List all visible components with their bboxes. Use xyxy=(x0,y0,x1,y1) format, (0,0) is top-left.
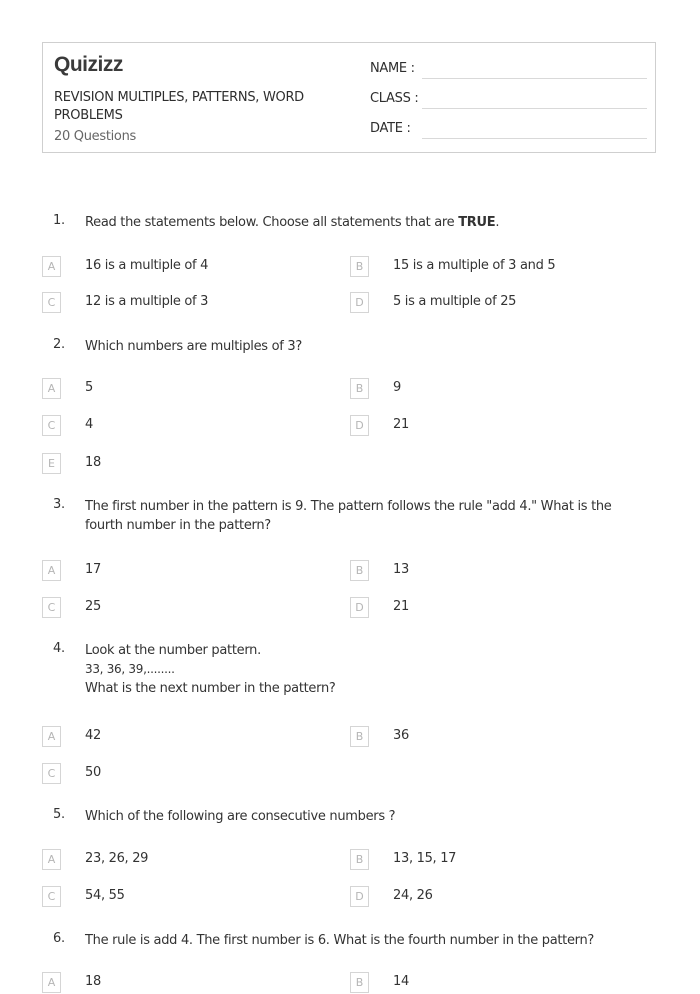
question-6-option-b[interactable] xyxy=(350,972,640,994)
date-field[interactable] xyxy=(370,121,647,141)
class-label: CLASS : xyxy=(370,91,419,106)
option-letter: D xyxy=(350,415,369,436)
question-2-option-e[interactable] xyxy=(42,453,332,475)
question-4-option-a[interactable] xyxy=(42,726,332,748)
question-2-option-a[interactable] xyxy=(42,378,332,400)
option-text: 50 xyxy=(85,765,101,780)
date-label: DATE : xyxy=(370,121,411,136)
question-1-text xyxy=(85,213,650,232)
option-letter: A xyxy=(42,378,61,399)
question-2-option-d[interactable] xyxy=(350,415,640,437)
question-1-option-d[interactable] xyxy=(350,292,640,314)
question-1-text-before: Read the statements below. Choose all statements that are xyxy=(85,215,459,230)
option-text: 17 xyxy=(85,562,101,577)
option-letter: C xyxy=(42,597,61,618)
question-1-option-b[interactable] xyxy=(350,256,640,278)
option-letter: B xyxy=(350,560,369,581)
question-count: 20 Questions xyxy=(54,129,136,144)
date-line[interactable] xyxy=(422,138,647,139)
option-text: 12 is a multiple of 3 xyxy=(85,294,209,309)
question-4-line-3: What is the next number in the pattern? xyxy=(85,681,336,696)
question-3-text: The first number in the pattern is 9. The pattern follows the rule "add 4." What is the fourth number in the pattern? xyxy=(85,499,612,533)
option-letter: B xyxy=(350,726,369,747)
option-letter: C xyxy=(42,415,61,436)
option-letter: A xyxy=(42,849,61,870)
option-text: 18 xyxy=(85,974,101,989)
option-letter: E xyxy=(42,453,61,474)
option-text: 15 is a multiple of 3 and 5 xyxy=(393,258,556,273)
option-text: 13, 15, 17 xyxy=(393,851,457,866)
option-letter: B xyxy=(350,972,369,993)
option-text: 36 xyxy=(393,728,409,743)
option-text: 25 xyxy=(85,599,101,614)
worksheet-title: REVISION MULTIPLES, PATTERNS, WORD PROBLEMS xyxy=(54,90,304,123)
option-letter: B xyxy=(350,378,369,399)
question-2-option-b[interactable] xyxy=(350,378,640,400)
question-2-number: 2. xyxy=(53,337,65,352)
question-1-option-c[interactable] xyxy=(42,292,332,314)
option-text: 21 xyxy=(393,417,409,432)
question-6-number: 6. xyxy=(53,931,65,946)
worksheet-header xyxy=(42,42,656,153)
option-text: 21 xyxy=(393,599,409,614)
question-6-text: The rule is add 4. The first number is 6. What is the fourth number in the pattern? xyxy=(85,933,595,948)
option-text: 13 xyxy=(393,562,409,577)
class-field[interactable] xyxy=(370,91,647,111)
option-text: 23, 26, 29 xyxy=(85,851,149,866)
option-letter: B xyxy=(350,256,369,277)
question-3-option-a[interactable] xyxy=(42,560,332,582)
name-line[interactable] xyxy=(422,78,647,79)
option-letter: A xyxy=(42,726,61,747)
option-letter: C xyxy=(42,886,61,907)
question-2-text: Which numbers are multiples of 3? xyxy=(85,339,302,354)
option-text: 16 is a multiple of 4 xyxy=(85,258,209,273)
question-1-text-after: . xyxy=(495,215,500,230)
question-5-option-d[interactable] xyxy=(350,886,640,908)
question-5-text: Which of the following are consecutive numbers ? xyxy=(85,809,396,824)
question-3-number: 3. xyxy=(53,497,65,512)
question-5-number: 5. xyxy=(53,807,65,822)
question-1-option-a[interactable] xyxy=(42,256,332,278)
option-text: 18 xyxy=(85,455,101,470)
name-label: NAME : xyxy=(370,61,415,76)
option-text: 5 is a multiple of 25 xyxy=(393,294,517,309)
option-letter: B xyxy=(350,849,369,870)
option-text: 5 xyxy=(85,380,93,395)
class-line[interactable] xyxy=(422,108,647,109)
option-text: 9 xyxy=(393,380,401,395)
option-letter: D xyxy=(350,597,369,618)
question-4-option-c[interactable] xyxy=(42,763,332,785)
name-field[interactable] xyxy=(370,61,647,81)
question-4-text xyxy=(85,641,650,698)
quizizz-logo: Quizizz xyxy=(54,53,123,76)
option-letter: A xyxy=(42,560,61,581)
option-text: 14 xyxy=(393,974,409,989)
question-6-option-a[interactable] xyxy=(42,972,332,994)
question-1-text-bold: TRUE xyxy=(458,215,496,230)
option-text: 4 xyxy=(85,417,93,432)
option-letter: A xyxy=(42,972,61,993)
question-5-option-a[interactable] xyxy=(42,849,332,871)
question-2-option-c[interactable] xyxy=(42,415,332,437)
question-4-number: 4. xyxy=(53,641,65,656)
question-1-number: 1. xyxy=(53,213,65,228)
option-text: 24, 26 xyxy=(393,888,433,903)
question-3-option-d[interactable] xyxy=(350,597,640,619)
option-letter: D xyxy=(350,886,369,907)
option-letter: C xyxy=(42,763,61,784)
option-letter: A xyxy=(42,256,61,277)
option-text: 42 xyxy=(85,728,101,743)
question-5-option-c[interactable] xyxy=(42,886,332,908)
option-text: 54, 55 xyxy=(85,888,125,903)
option-letter: C xyxy=(42,292,61,313)
option-letter: D xyxy=(350,292,369,313)
question-5-option-b[interactable] xyxy=(350,849,640,871)
question-3-option-c[interactable] xyxy=(42,597,332,619)
question-4-line-1: Look at the number pattern. xyxy=(85,643,261,658)
question-3-option-b[interactable] xyxy=(350,560,640,582)
question-4-line-2: 33, 36, 39,........ xyxy=(85,662,175,676)
question-4-option-b[interactable] xyxy=(350,726,640,748)
